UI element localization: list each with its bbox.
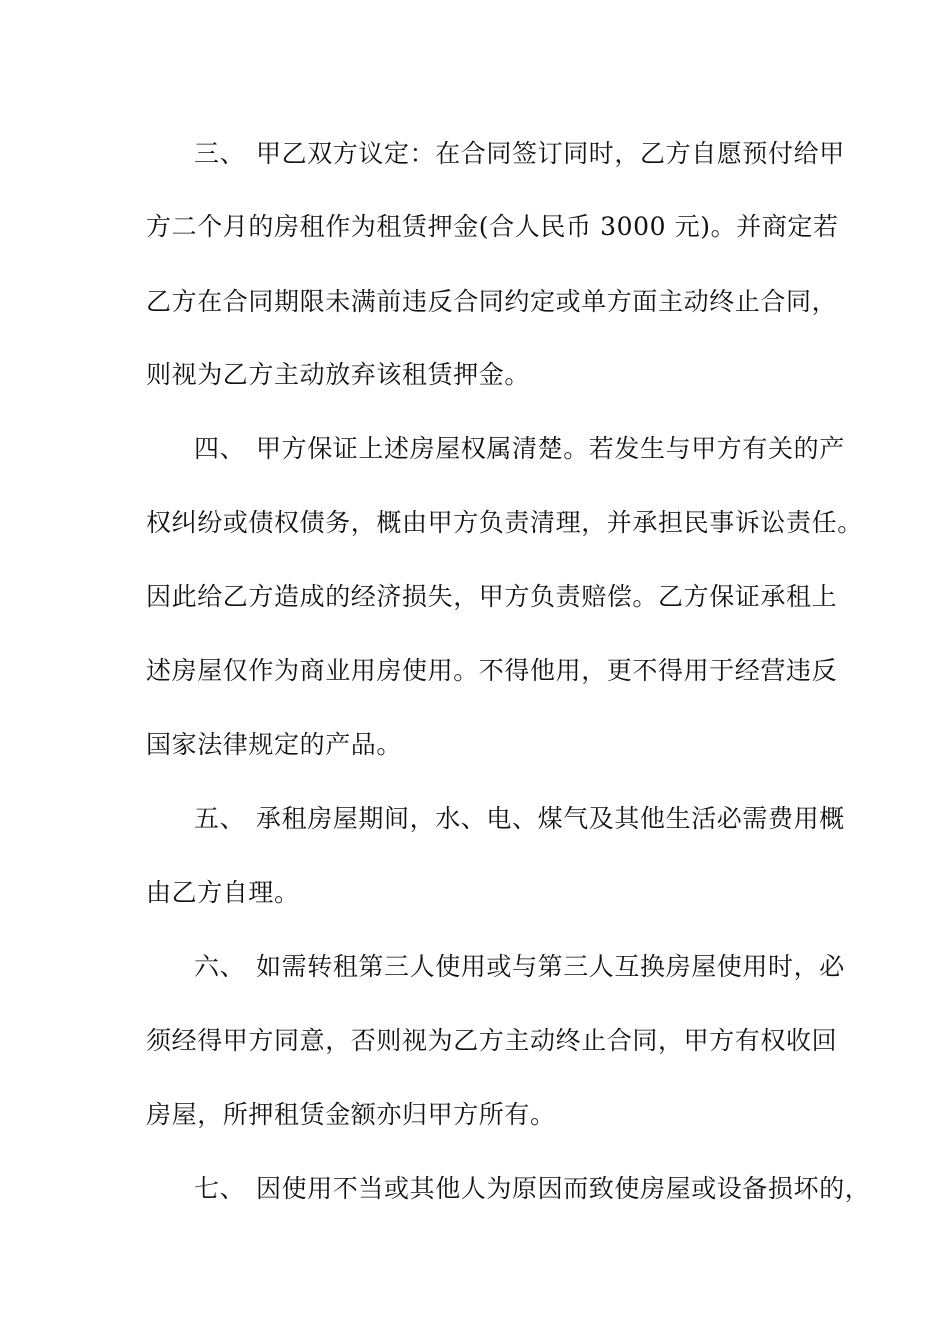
clause-5-line-1 <box>194 802 884 836</box>
clause-5-number: 五、 <box>194 804 246 833</box>
clause-5-line-2: 由乙方自理。 <box>146 878 300 907</box>
clause-6-line-1 <box>194 950 884 984</box>
clause-4-line-5: 国家法律规定的产品。 <box>146 730 403 759</box>
clause-3-number: 三、 <box>194 139 246 168</box>
clause-3-line-3: 乙方在合同期限未满前违反合同约定或单方面主动终止合同， <box>146 287 838 316</box>
clause-7-line-1 <box>194 1172 884 1206</box>
clause-5-text-1: 承租房屋期间，水、电、煤气及其他生活必需费用概 <box>256 804 845 833</box>
clause-6-text-1: 如需转租第三人使用或与第三人互换房屋使用时，必 <box>256 952 845 981</box>
clause-4-number: 四、 <box>194 434 246 463</box>
clause-7-number: 七、 <box>194 1174 246 1203</box>
clause-4-text-1: 甲方保证上述房屋权属清楚。若发生与甲方有关的产 <box>256 434 845 463</box>
clause-3-line-1 <box>194 137 884 171</box>
clause-3-line-2: 方二个月的房租作为租赁押金(合人民币 3000 元)。并商定若 <box>146 212 839 241</box>
clause-3-line-4: 则视为乙方主动放弃该租赁押金。 <box>146 360 531 389</box>
clause-6-line-3: 房屋，所押租赁金额亦归甲方所有。 <box>146 1100 556 1129</box>
clause-4-line-1 <box>194 432 884 466</box>
clause-6-number: 六、 <box>194 952 246 981</box>
clause-7-text-1: 因使用不当或其他人为原因而致使房屋或设备损坏的， <box>256 1174 871 1203</box>
clause-6-line-2: 须经得甲方同意，否则视为乙方主动终止合同，甲方有权收回 <box>146 1026 838 1055</box>
clause-4-line-4: 述房屋仅作为商业用房使用。不得他用，更不得用于经营违反 <box>146 656 838 685</box>
clause-3-text-1: 甲乙双方议定：在合同签订同时，乙方自愿预付给甲 <box>256 139 845 168</box>
clause-4-line-2: 权纠纷或债权债务，概由甲方负责清理，并承担民事诉讼责任。 <box>146 508 863 537</box>
clause-4-line-3: 因此给乙方造成的经济损失，甲方负责赔偿。乙方保证承租上 <box>146 582 838 611</box>
